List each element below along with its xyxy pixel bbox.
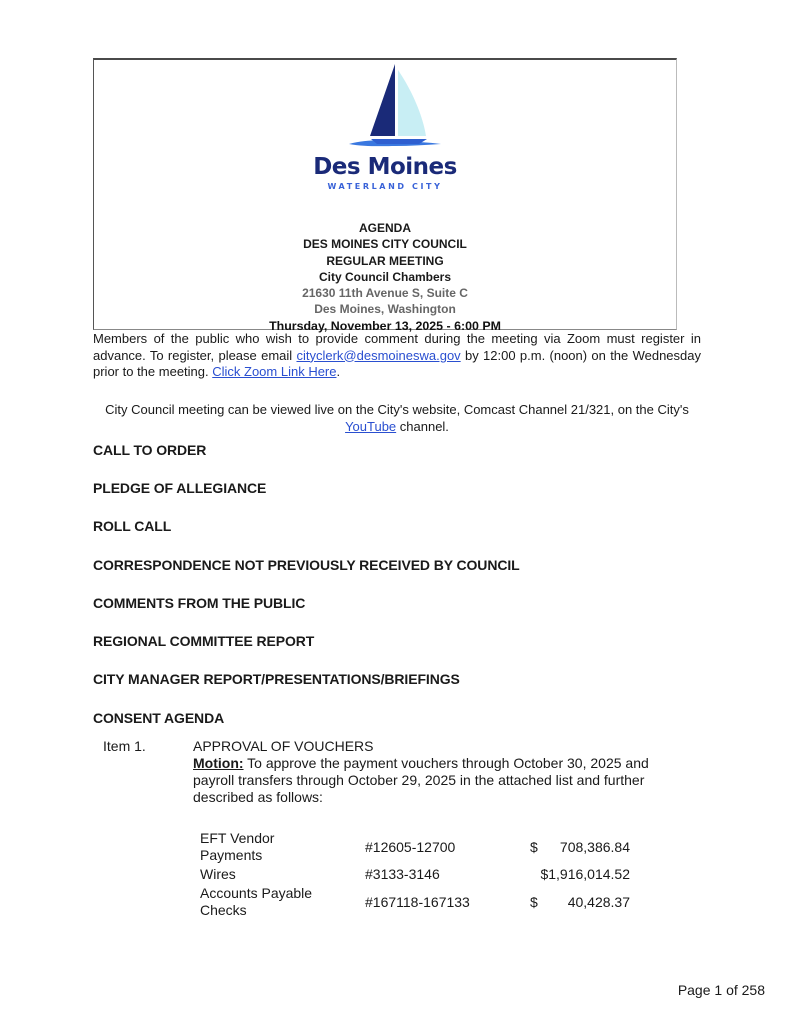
stream-text: channel. — [396, 418, 449, 434]
agenda-title-block — [94, 220, 676, 334]
address-line-2: Des Moines, Washington — [314, 302, 456, 317]
city-logo-name: Des Moines — [313, 154, 457, 180]
council-name: DES MOINES CITY COUNCIL — [303, 237, 467, 252]
city-logo-tagline: WATERLAND CITY — [327, 182, 443, 191]
agenda-header-box — [93, 58, 677, 333]
livestream-notice — [93, 402, 701, 435]
section-roll-call: ROLL CALL — [93, 518, 172, 534]
item-body — [193, 738, 683, 806]
voucher-amount: $1,916,014.52 — [540, 866, 630, 882]
public-comment-notice — [93, 331, 701, 381]
page-number: Page 1 of 258 — [677, 982, 765, 998]
voucher-table — [200, 830, 640, 921]
item-title: APPROVAL OF VOUCHERS — [193, 738, 374, 754]
item-motion — [193, 755, 683, 806]
notice-text: . — [336, 364, 341, 379]
notice-text: Members of the public who wish to provide comment during the meeting via Zoom must register in advance. To register, please email — [93, 331, 701, 363]
meeting-location: City Council Chambers — [318, 269, 452, 284]
voucher-currency: $ — [530, 839, 538, 855]
address-line-1: 21630 11th Avenue S, Suite C — [302, 286, 468, 301]
voucher-desc: Accounts Payable Checks — [200, 885, 313, 918]
voucher-number: #12605-12700 — [365, 839, 456, 855]
section-pledge-of-allegiance: PLEDGE OF ALLEGIANCE — [93, 480, 267, 496]
voucher-amount: 40,428.37 — [567, 894, 630, 910]
motion-label: Motion: — [193, 755, 244, 771]
voucher-row — [200, 866, 640, 885]
agenda-title: AGENDA — [358, 221, 411, 235]
meeting-type: REGULAR MEETING — [326, 253, 444, 268]
section-correspondence: CORRESPONDENCE NOT PREVIOUSLY RECEIVED BY COUNCIL — [93, 557, 520, 573]
youtube-link[interactable]: YouTube — [345, 418, 397, 434]
voucher-amount: 708,386.84 — [559, 839, 630, 855]
zoom-link[interactable]: Click Zoom Link Here — [212, 364, 337, 379]
city-clerk-email-link[interactable]: cityclerk@desmoineswa.gov — [296, 347, 461, 363]
city-logo — [94, 62, 676, 193]
notice-text: by 12:00 p.m. (noon) on the Wednesday prior to the meeting. — [93, 347, 701, 379]
section-city-manager-report: CITY MANAGER REPORT/PRESENTATIONS/BRIEFINGS — [93, 671, 460, 687]
stream-text: City Council meeting can be viewed live on the City's website, Comcast Channel 21/321, on the City's — [105, 402, 689, 417]
voucher-row — [200, 885, 640, 921]
section-call-to-order: CALL TO ORDER — [93, 442, 207, 458]
item-number: Item 1. — [103, 738, 146, 754]
sailboat-icon — [315, 62, 455, 154]
section-comments-from-public: COMMENTS FROM THE PUBLIC — [93, 595, 306, 611]
meeting-date: Thursday, November 13, 2025 - 6:00 PM — [269, 318, 501, 333]
section-consent-agenda: CONSENT AGENDA — [93, 710, 225, 726]
voucher-desc: Wires — [200, 866, 236, 882]
voucher-row — [200, 830, 640, 866]
voucher-currency: $ — [530, 894, 538, 910]
voucher-number: #3133-3146 — [365, 866, 440, 882]
section-regional-committee-report: REGIONAL COMMITTEE REPORT — [93, 633, 315, 649]
voucher-number: #167118-167133 — [365, 894, 470, 910]
voucher-desc: EFT Vendor Payments — [200, 830, 275, 863]
motion-text: To approve the payment vouchers through October 30, 2025 and payroll transfers through October 29, 2025 in the attached list and further described as follows: — [193, 755, 649, 805]
